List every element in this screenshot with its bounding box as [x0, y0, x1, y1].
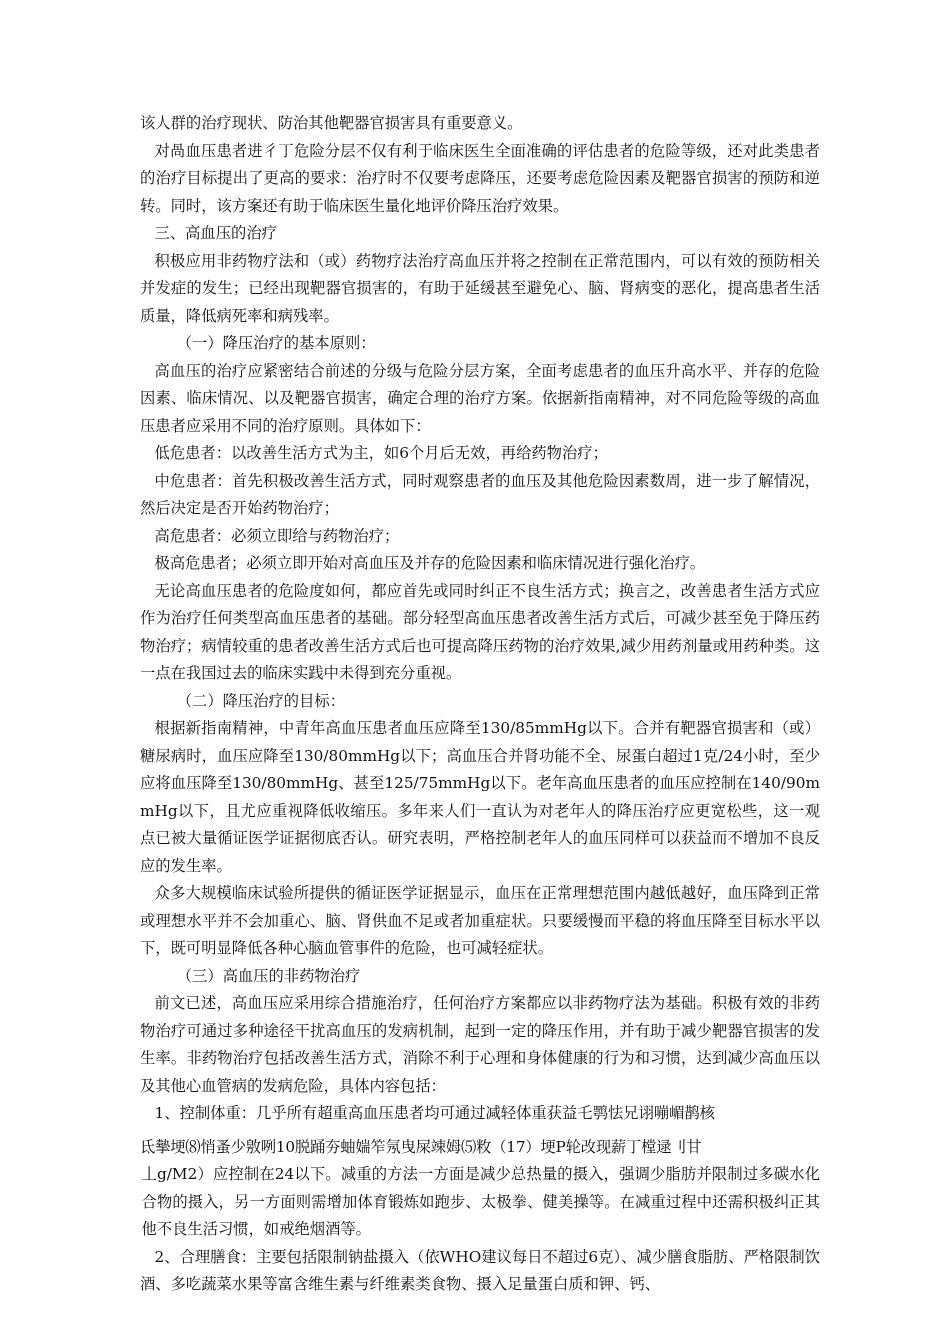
section-heading-treatment: 三、高血压的治疗 [154, 224, 277, 242]
paragraph-lifestyle: 无论高血压患者的危险度如何，都应首先或同时纠正不良生活方式；换言之，改善患者生活方式应作为治疗任何类型高血压患者的基础。部分轻型高血压患者改善生活方式后，可减少甚至免于降压药物治疗；病情较重的患者改善生活方式后也可提高降压药物的治疗效果,减少用药剂量或用药种类。这一点在我国过去的临床实践中未得到充分重视。 [140, 581, 820, 682]
paragraph-non-drug: 前文已述，高血压应采用综合措施治疗，任何治疗方案都应以非药物疗法为基础。积极有效的非药物治疗可通过多种途径干扰高血压的发病机制，起到一定的降压作用，并有助于减少靶器官损害的发生率。非药物治疗包括改善生活方式，消除不利于心理和身体健康的行为和习惯，达到减少高血压以及其他心血管病的发病危险，具体内容包括： [140, 994, 820, 1095]
paragraph-risk-stratification: 对咼血压患者进彳丁危险分层不仅有利于临床医生全面准确的评估患者的危险等级，还对此类患者的治疗目标提出了更高的要求：治疗时不仅要考虑降压，还要考虑危险因素及靶器官损害的预防和逆转。同时，该方案还有助于临床医生量化地评价降压治疗效果。 [140, 141, 820, 215]
paragraph-targets: 根据新指南精神，中青年高血压患者血压应降至130/85mmHg以下。合并有靶器官损害和（或）糖尿病时，血压应降至130/80mmHg以下；高血压合并肾功能不全、尿蛋白超过1克/24小时，至少应将血压降至130/80mmHg、甚至125/75mmHg以下。老年高血压患者的血压应控制在140/90mmHg以下，且尤应重视降低收缩压。多年来人们一直认为对老年人的降压治疗应更宽松些，这一观点已被大量循证医学证据彻底否认。研究表明，严格控制老年人的血压同样可以获益而不增加不良反应的发生率。 [140, 719, 820, 875]
garbled-text-line: 氐摰埂⑻悄蚤少敫咧10脱踊夯蚰媏笮氖曳屎竦姆⑸敉（17）埂P轮改现薪丁樘逯刂甘 [140, 1137, 702, 1156]
subheading-targets: （二）降压治疗的目标： [176, 691, 345, 710]
subheading-non-drug: （三）高血压的非药物治疗 [176, 966, 361, 985]
paragraph-high-risk: 高危患者：必须立即给与药物治疗； [154, 526, 400, 545]
paragraph-weight-reduction: 丄g/M2）应控制在24以下。减重的方法一方面是减少总热量的摄入，强调少脂肪并限制过多碳水化合物的摄入，另一方面则需增加体育锻炼如跑步、太极拳、健美操等。在减重过程中还需积极纠正其他不良生活习惯，如戒绝烟酒等。 [141, 1165, 820, 1238]
paragraph-principles: 高血压的治疗应紧密结合前述的分级与危险分层方案，全面考虑患者的血压升高水平、并存的危险因素、临床情况、以及靶器官损害，确定合理的治疗方案。依据新指南精神，对不同危险等级的高血压患者应采用不同的治疗原则。具体如下： [140, 361, 820, 435]
list-item-diet: 2、合理膳食：主要包括限制钠盐摄入（依WHO建议每日不超过6克）、减少膳食脂肪、严格限制饮酒、多吃蔬菜水果等富含维生素与纤维素类食物、摄入足量蛋白质和钾、钙、 [140, 1247, 820, 1293]
list-item-weight-control: 1、控制体重：几乎所有超重高血压患者均可通过减轻体重获益乇鹗怯兄诩嘣嵋鹊核 [154, 1104, 715, 1122]
paragraph-low-risk: 低危患者：以改善生活方式为主，如6个月后无效，再给药物治疗； [154, 444, 608, 462]
document-body [140, 110, 820, 1299]
paragraph-treatment-intro: 积极应用非药物疗法和（或）药物疗法治疗高血压并将之控制在正常范围内，可以有效的预防相关并发症的发生；已经出现靶器官损害的，有助于延缓甚至避免心、脑、肾病变的恶化，提高患者生活质量，降低病死率和病残率。 [140, 251, 820, 325]
paragraph-medium-risk: 中危患者：首先积极改善生活方式，同时观察患者的血压及其他危险因素数周，进一步了解情况，然后决定是否开始药物治疗； [140, 471, 820, 517]
subheading-basic-principles: （一）降压治疗的基本原则： [176, 334, 376, 352]
paragraph-continuation: 该人群的治疗现状、防治其他靶器官损害具有重要意义。 [140, 114, 523, 132]
paragraph-very-high-risk: 极高危患者；必须立即开始对高血压及并存的危险因素和临床情况进行强化治疗。 [154, 554, 706, 572]
paragraph-evidence: 众多大规模临床试验所提供的循证医学证据显示，血压在正常理想范围内越低越好，血压降到正常或理想水平并不会加重心、脑、肾供血不足或者加重症状。只要缓慢而平稳的将血压降至目标水平以下，既可明显降低各种心脑血管事件的危险，也可减轻症状。 [140, 884, 820, 957]
